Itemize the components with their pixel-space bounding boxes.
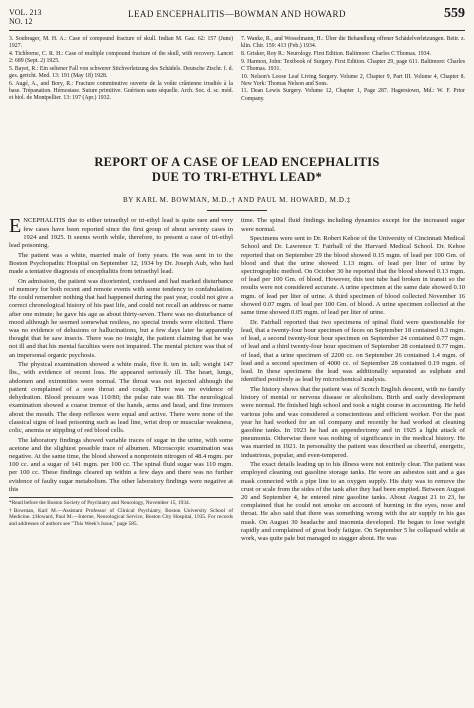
paragraph: The physical examination showed a white male, five ft. ten in. tall; weight 147 lbs., with evidence of recent loss. He appeared seriously ill. The heart, lungs, abdomen and extremities were normal. The throat was not injected although the patient complained of a sore throat and cough. There was no evidence of dehydration. Blood pressure was 110/80; the pulse rate was 80. The neurological examination showed a coarse tremor of the hands, arms and head, and fine tremors about the mouth. The deep reflexes were equal and active. There were none of the classical signs of lead poisoning such as lead line, wrist drop or muscular weakness, colic, anemia or stippling of red blood cells. [9,361,233,434]
paragraph: On admission, the patient was disoriented, confused and had marked disturbance of memory for both recent and remote events with some tendency to confabulation. He could remember nothing that had happened during the past year, could not give a correct chronological history of his past life, and could not recall an address or name after one minute; he gave his age as about thirty-seven. There was no disturbance of mood although he seemed somewhat restless, no special trends were elicited. There was no evidence of delusions or hallucinations, but a few days later he apparently thought that he saw insects. There was no insight, the patient claiming that he was not ill and that his mental faculties were not impaired. The mental picture was that of an impersonal organic psychosis. [9,277,233,359]
paragraph-text: NCEPHALITIS due to either tetraethyl or tri-ethyl lead is quite rare and very few cases have been reported since the first group of about seventy cases in 1924 and 1925. It seems worth while, therefore, to present a case of tri-ethyl lead poisoning. [9,217,233,249]
reference-column-left [9,36,233,103]
reference-item: 9. Harmon, John: Textbook of Surgery. First Edition. Chapter 29, page 611. Baltimore: Charles C Thomas. 1931. [241,58,465,72]
reference-item: 4. Tichborne, C. R. H.: Case of multiple compound fracture of the skull, with recovery. Lancet 2: 689 (Sept. 2) 1925. [9,50,233,65]
footnote: †Bowman, Karl M.—Assistant Professor of Clinical Psychiatry, Boston University School of Medicine. ‡Howard, Paul M.—Interne, Neurological Service, Boston City Hospital, 1935. For records and addresses of authors see "This Week's Issue," page 585. [9,507,233,527]
drop-cap: E [9,215,22,238]
reference-item: 3. Soubrager, M. H. A.: Case of compound fracture of skull. Indian M. Gaz. 62: 157 (June) 1927. [9,36,233,50]
article-title [9,155,465,185]
reference-item: 5. Bayet, R.: Ein seltener Fall von schwerer Stichverletzung des Schädels. Deutsche Ztschr. f. d. ges. gericht. Med. 13: 191 (May 18) 1928. [9,65,233,80]
running-header [9,6,465,31]
footnotes [9,497,233,527]
paragraph: Dr. Fairhall reported that two specimens of spinal fluid were questionable for lead, that a twenty-four hour specimen of feces on September 18 contained 0.3 mgm. of lead, a second twenty-four hour specimen on September 24 contained 0.77 mgm. of lead and a third twenty-four hour specimen of September 28 contained 0.77 mgm. of lead, that a urine specimen of 2200 cc. on September 26 contained 1.4 mgm. of lead and a second specimen of 4000 cc. of September 28 contained 0.19 mgm. of lead. In these specimens the lead was additionally separated as sulphate and identified positively as lead by microchemical analysis. [241,318,465,384]
running-title: LEAD ENCEPHALITIS—BOWMAN AND HOWARD [128,9,346,19]
paragraph: The patient was a white, married male of forty years. He was sent in to the Boston Psychopathic Hospital on September 12, 1934 by Dr. Joseph Aub, who had made a tentative diagnosis of encephalitis from tetraethyl lead. [9,251,233,276]
paragraph: time. The spinal fluid findings including dynamics except for the increased sugar were normal. [241,217,465,233]
footnote: *Read before the Boston Society of Psychiatry and Neurology, November 15, 1934. [9,500,191,507]
paragraph: The laboratory findings showed variable traces of sugar in the urine, with some acetone and the slightest possible trace of albumen. Microscopic examination was negative. At the same time, the blood showed a nonprotein nitrogen of 48.4 mgm. per 100 cc. and a sugar of 141 mgm. per 100 cc. The spinal fluid sugar was 110 mgm. per 100 cc. These findings cleared up within a few days and there was no further evidence of faulty sugar metabolism. The other laboratory findings were negative at this [9,436,234,493]
article-body [9,217,465,544]
paragraph: The exact details leading up to his illness were not entirely clear. The patient was employed cleaning out gasoline storage tanks. He wore an asbestos suit and a gas mask connected with a pipe line to an oxygen supply. His duty was to remove the crust or scale from the sides of the tank after they had been emptied. Between August 20 and September 4, he entered nine gasoline tanks. About August 21 to 23, he complained that he could not smoke on account of burning in the eyes, nose and throat. He also said that there was something wrong with the air supply in his gas mask. On August 30 headache and insomnia developed. He began to lose weight rapidly and complained of great body fatigue. On September 5 he collapsed while at work, was quite pale but managed to stagger about. He was [241,461,465,543]
author-byline: BY KARL M. BOWMAN, M.D.,† AND PAUL M. HOWARD, M.D.‡ [123,196,351,205]
issue-label: NO. 12 [9,17,33,26]
reference-column-right [241,36,465,103]
title-divider [207,210,267,211]
article-title-line-1: REPORT OF A CASE OF LEAD ENCEPHALITIS [94,155,380,170]
reference-item: 6. Augé, A., and Bory, R.: Fracture comminutive ouverte de la voûte crânienne irradiée à la base. Trépanation. Hémostase. Suture primitive. Guérison sans séquelle. Arch. Soc. d. sc. méd. et biol. de Montpellier. 13: 197 (Apr.) 1932. [9,80,233,102]
paragraph: The history shows that the patient was of Scotch English descent, with no family history of mental or nervous disease or alcoholism. Birth and early development were normal. He finished high school and took a night course in accounting. He held various jobs and was considered a conscientious and efficient worker. For the past year he had worked for an oil company and recently he had worked at cleaning gasoline tanks. In 1923 he had an appendectomy and in 1925 a light attack of pneumonia. Otherwise there was nothing of significance in the medical history. He was married in 1921. In personality the patient was described as cheerful, energetic, industrious, popular, and even-tempered. [241,385,465,459]
paragraph: Specimens were sent to Dr. Robert Kehoe of the University of Cincinnati Medical School and Dr. Lawrence T. Fairhall of the Harvard Medical School. Dr. Kehoe reported that on September 29 the blood showed 0.15 mgm. of lead per 100 Gm. of blood and that the urine showed 1.13 mgm. of lead per liter of urine by spectrographic method. On October 30 he reported that the blood showed 0.13 mgm. of lead per 100 Gm. of blood. However, this test tube had broken in transit so the results were not considered accurate. A urine specimen at the same date showed 0.10 mgm. of lead per liter of urine. A third specimen of blood collected November 16 showed 0.07 mgm. of lead per 100 Gm. of blood. A urine specimen collected at the same time showed 0.05 mgm. of lead per liter of urine. [241,235,465,317]
article-title-line-2: DUE TO TRI-ETHYL LEAD* [151,170,323,185]
reference-item: 10. Nelson's Loose Leaf Living Surgery. Volume 2, Chapter 9, Part III. Volume 4, Chapter 8. New York: Thomas Nelson and Sons. [241,73,465,87]
reference-item: 11. Dean Lewis Surgery. Volume 12, Chapter 1, Page 287. Hagerstown, Md.: W. F. Prior Company. [241,88,465,102]
body-column-right [241,217,465,544]
volume-label: VOL. 213 [9,8,42,17]
reference-item: 8. Grisker, Roy R.: Neurology. First Edition. Baltimore: Charles C Thomas. 1934. [241,50,431,57]
paragraph [9,217,233,250]
page-number: 559 [444,6,465,21]
reference-item: 7. Wanke, R., and Wesselmann, H.: Über die Behandlung offener Schädelverletzungen. Beitr. z. klin. Chir. 159: 413 (Feb.) 1934. [241,36,465,50]
reference-list [9,36,465,103]
body-column-left [9,217,233,544]
